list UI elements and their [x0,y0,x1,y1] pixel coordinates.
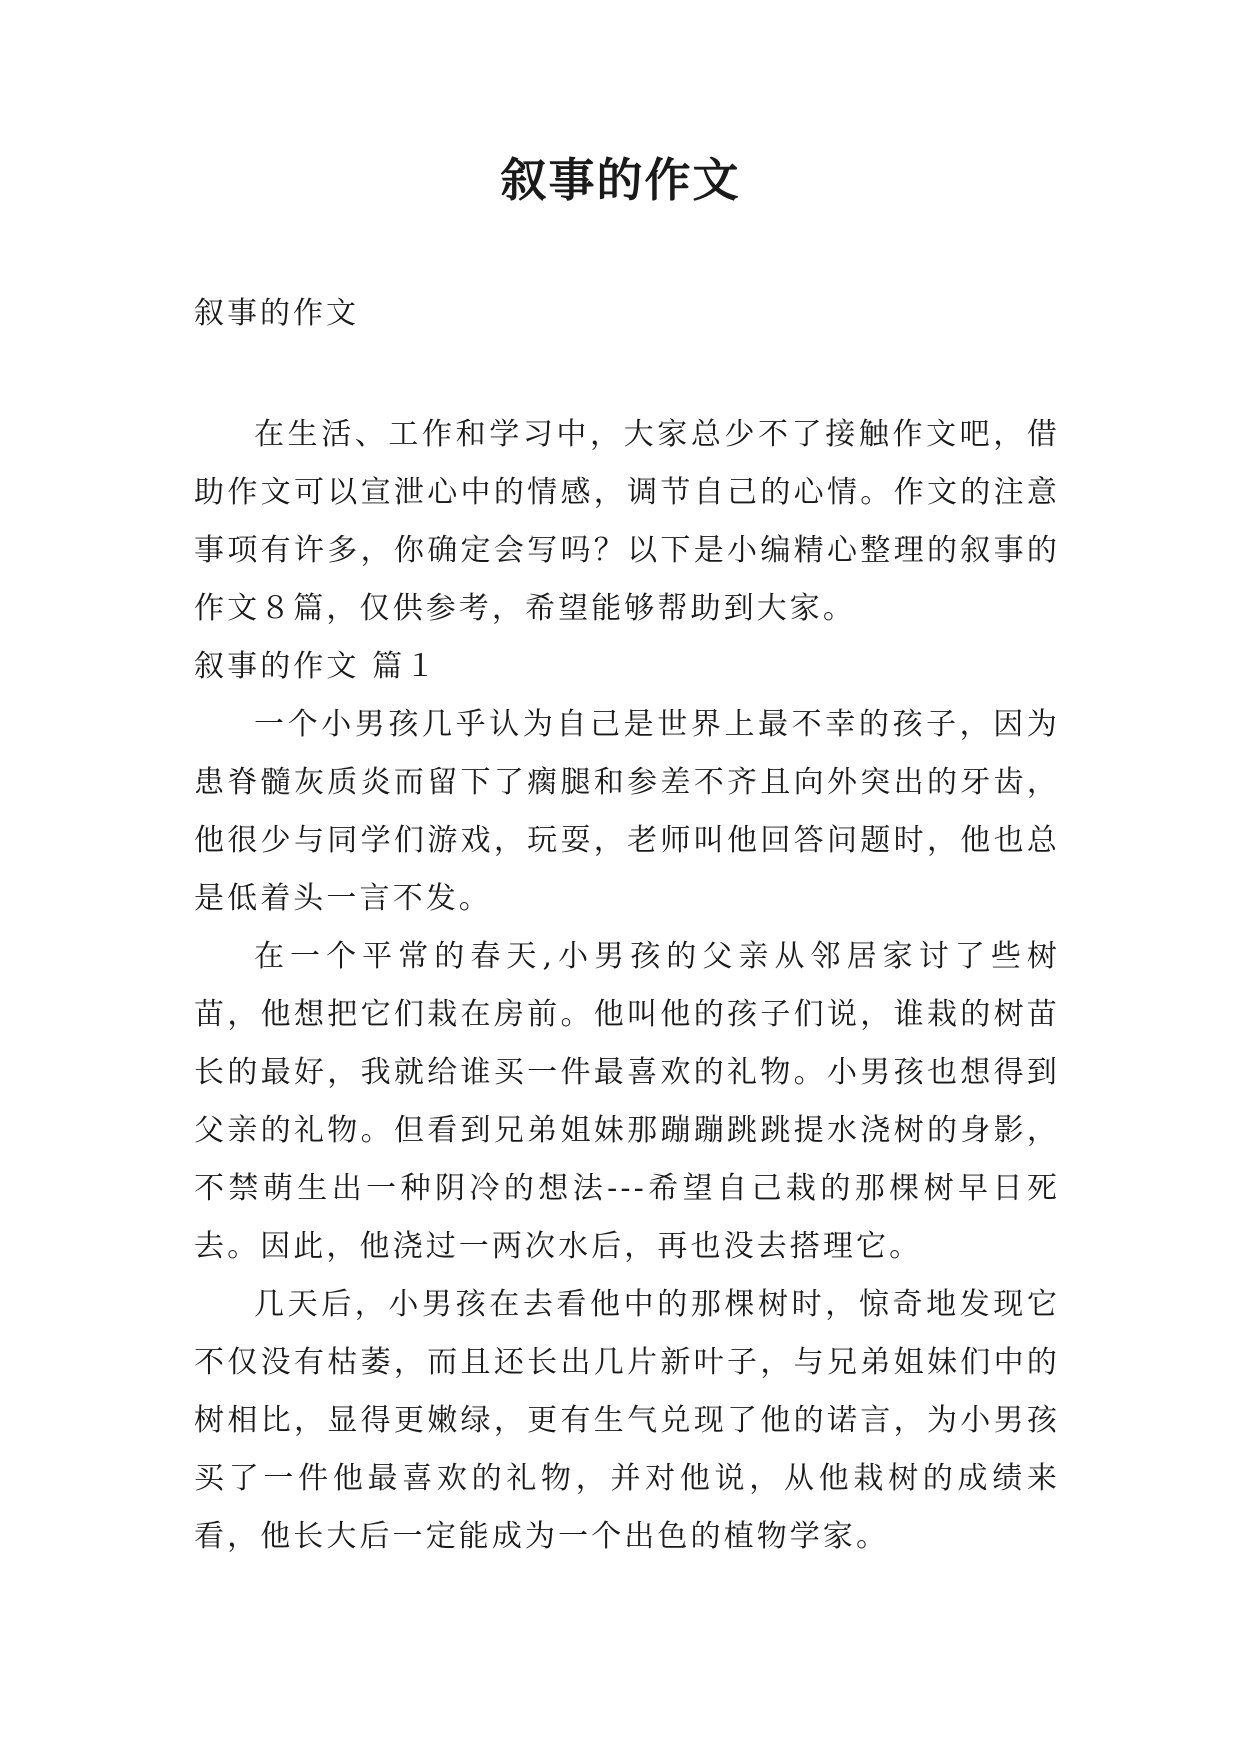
paragraph-1: 一个小男孩几乎认为自己是世界上最不幸的孩子，因为患脊髓灰质炎而留下了瘸腿和参差不齐且向外突出的牙齿，他很少与同学们游戏，玩耍，老师叫他回答问题时，他也总是低着头一言不发。 [194,707,1060,916]
document-title: 叙事的作文 [500,153,741,207]
paragraph-2: 在一个平常的春天,小男孩的父亲从邻居家讨了些树苗，他想把它们栽在房前。他叫他的孩子们说，谁栽的树苗长的最好，我就给谁买一件最喜欢的礼物。小男孩也想得到父亲的礼物。但看到兄弟姐妹那蹦蹦跳跳提水浇树的身影，不禁萌生出一种阴冷的想法---希望自己栽的那棵树早日死去。因此，他浇过一两次水后，再也没去搭理它。 [194,939,1060,1264]
section-heading: 叙事的作文 篇１ [194,649,439,684]
paragraph-3: 几天后，小男孩在去看他中的那棵树时，惊奇地发现它不仅没有枯萎，而且还长出几片新叶子，与兄弟姐妹们中的树相比，显得更嫩绿，更有生气兑现了他的诺言，为小男孩买了一件他最喜欢的礼物，并对他说，从他栽树的成绩来看，他长大后一定能成为一个出色的植物学家。 [194,1287,1060,1554]
document-body [194,406,1060,1566]
intro-paragraph: 在生活、工作和学习中，大家总少不了接触作文吧，借助作文可以宣泄心中的情感，调节自己的心情。作文的注意事项有许多，你确定会写吗？以下是小编精心整理的叙事的作文８篇，仅供参考，希望能够帮助到大家。 [194,417,1060,626]
document-subtitle: 叙事的作文 [194,296,359,331]
